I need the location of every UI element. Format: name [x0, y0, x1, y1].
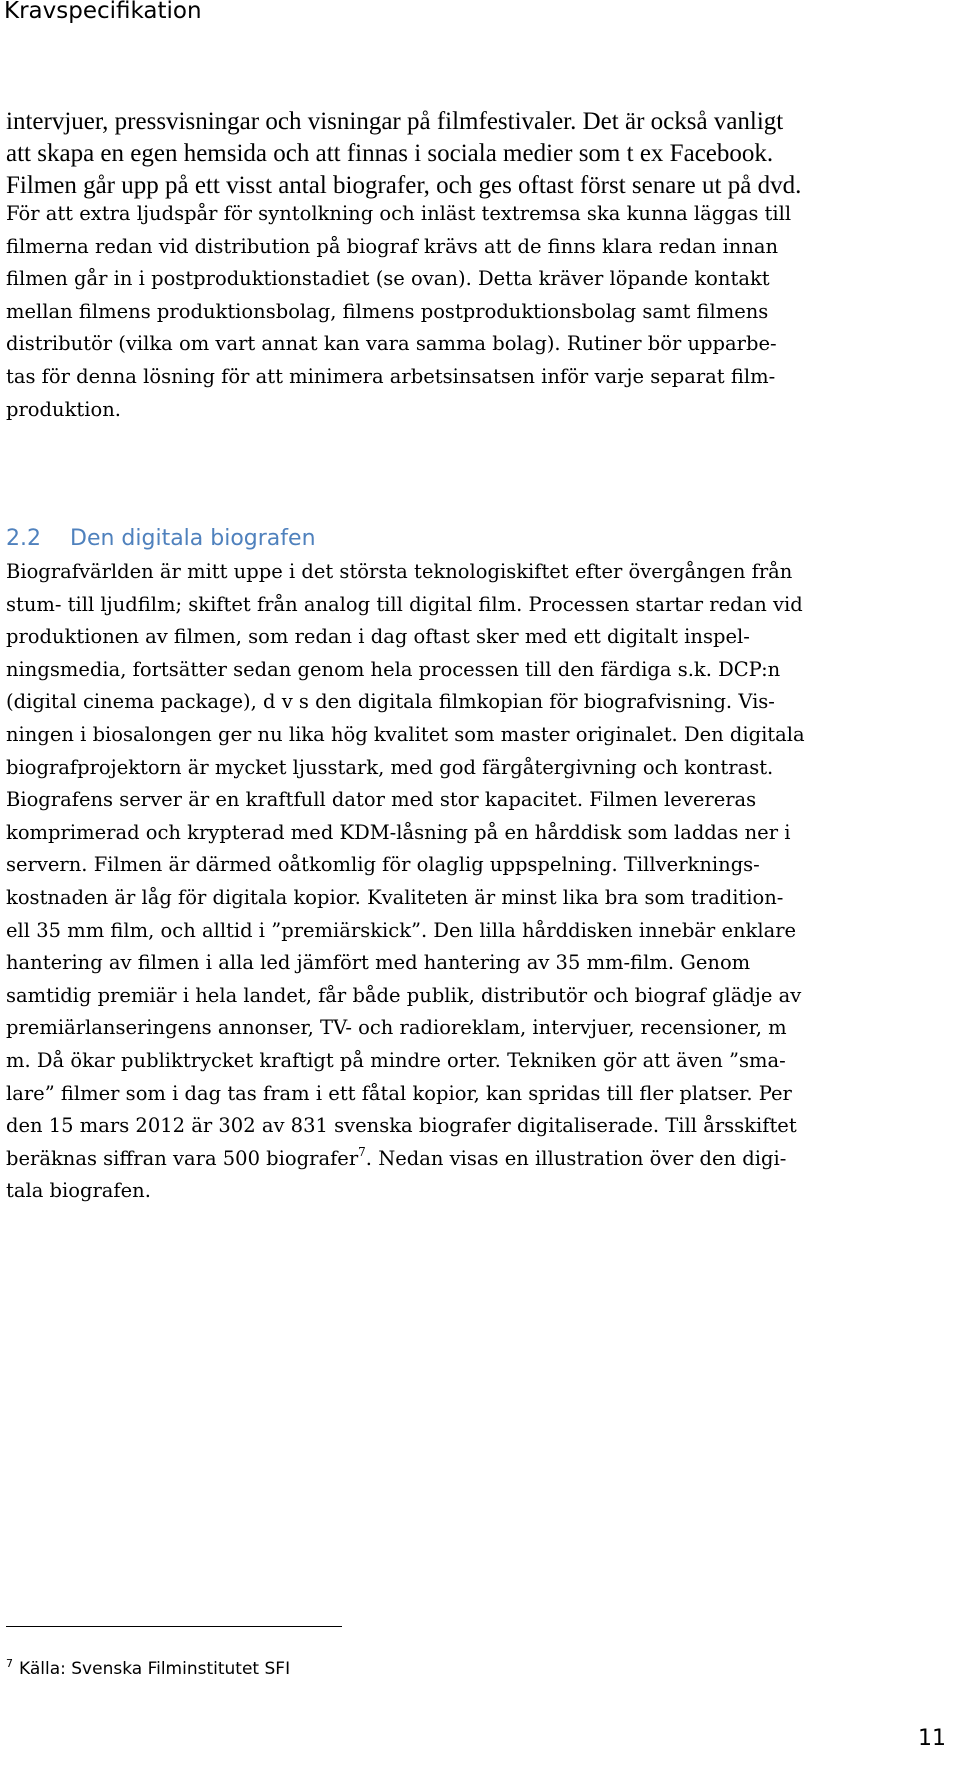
- text-line: samtidig premiär i hela landet, får både publik, distributör och biograf glädje av: [6, 983, 802, 1007]
- text-line: hantering av filmen i alla led jämfört med hantering av 35 mm-film. Genom: [6, 951, 751, 975]
- page-number: 11: [918, 1726, 946, 1751]
- text-line-with-footnote-ref: [6, 1143, 952, 1176]
- section-heading: [6, 524, 316, 554]
- text-line: filmerna redan vid distribution på biograf krävs att de finns klara redan innan: [6, 234, 779, 258]
- section-number: 2.2: [6, 526, 41, 551]
- section-title: Den digitala biografen: [70, 526, 316, 551]
- paragraph-digital-biograf: [6, 556, 952, 1208]
- text-line: Biografvärlden är mitt uppe i det största teknologiskiftet efter övergången från: [6, 560, 793, 583]
- footnote-text: Källa: Svenska Filminstitutet SFI: [19, 1659, 291, 1679]
- text-line: (digital cinema package), d v s den digitala filmkopian för biografvisning. Vis-: [6, 690, 775, 714]
- text-line: premiärlanseringens annonser, TV- och radioreklam, intervjuer, recensioner, m: [6, 1016, 787, 1040]
- running-header: Kravspecifikation: [4, 0, 202, 24]
- text-fragment: . Nedan visas en illustration över den digi-: [365, 1146, 787, 1170]
- text-line: kostnaden är låg för digitala kopior. Kvaliteten är minst lika bra som tradition-: [6, 885, 784, 909]
- text-line: filmen går in i postproduktionstadiet (se ovan). Detta kräver löpande kontakt: [6, 267, 770, 291]
- text-line: m. Då ökar publiktrycket kraftigt på mindre orter. Tekniken gör att även ”sma-: [6, 1048, 786, 1072]
- text-line: den 15 mars 2012 är 302 av 831 svenska biografer digitaliserade. Till årsskiftet: [6, 1114, 797, 1138]
- paragraph-syntolkning: [6, 198, 952, 426]
- text-line: Biografens server är en kraftfull dator med stor kapacitet. Filmen levereras: [6, 788, 757, 812]
- text-line: biografprojektorn är mycket ljusstark, med god färgåtergivning och kontrast.: [6, 755, 774, 779]
- text-line: intervjuer, pressvisningar och visningar på filmfestivaler. Det är också vanligt: [6, 108, 784, 135]
- text-line: Filmen går upp på ett visst antal biografer, och ges oftast först senare ut på dvd.: [6, 172, 802, 199]
- text-line: ell 35 mm film, och alltid i ”premiärskick”. Den lilla hårddisken innebär enklare: [6, 918, 797, 942]
- text-line: lare” filmer som i dag tas fram i ett fåtal kopior, kan spridas till fler platser. Per: [6, 1081, 792, 1105]
- text-line: produktion.: [6, 397, 121, 421]
- text-line: stum- till ljudfilm; skiftet från analog till digital film. Processen startar redan vid: [6, 592, 803, 616]
- text-line: ningsmedia, fortsätter sedan genom hela processen till den färdiga s.k. DCP:n: [6, 657, 781, 681]
- text-line: distributör (vilka om vart annat kan vara samma bolag). Rutiner bör upparbe-: [6, 332, 777, 356]
- text-line: tas för denna lösning för att minimera arbetsinsatsen inför varje separat film-: [6, 364, 776, 388]
- footnote-marker: 7: [6, 1657, 13, 1670]
- text-line: mellan filmens produktionsbolag, filmens postproduktionsbolag samt filmens: [6, 299, 769, 323]
- text-line: ningen i biosalongen ger nu lika hög kvalitet som master originalet. Den digitala: [6, 722, 805, 746]
- text-fragment: beräknas siffran vara 500 biografer: [6, 1146, 359, 1170]
- footnote-separator: [6, 1626, 342, 1627]
- paragraph-intro: [6, 106, 952, 202]
- text-line: För att extra ljudspår för syntolkning och inläst textremsa ska kunna läggas till: [6, 202, 792, 225]
- footnote-reference[interactable]: 7: [358, 1144, 366, 1159]
- text-line: tala biografen.: [6, 1179, 151, 1203]
- footnote: [6, 1656, 290, 1682]
- text-line: produktionen av filmen, som redan i dag oftast sker med ett digitalt inspel-: [6, 625, 750, 649]
- text-line: att skapa en egen hemsida och att finnas i sociala medier som t ex Facebook.: [6, 140, 774, 167]
- text-line: servern. Filmen är därmed oåtkomlig för olaglig uppspelning. Tillverknings-: [6, 853, 760, 877]
- text-line: komprimerad och krypterad med KDM-låsning på en hårddisk som laddas ner i: [6, 820, 791, 844]
